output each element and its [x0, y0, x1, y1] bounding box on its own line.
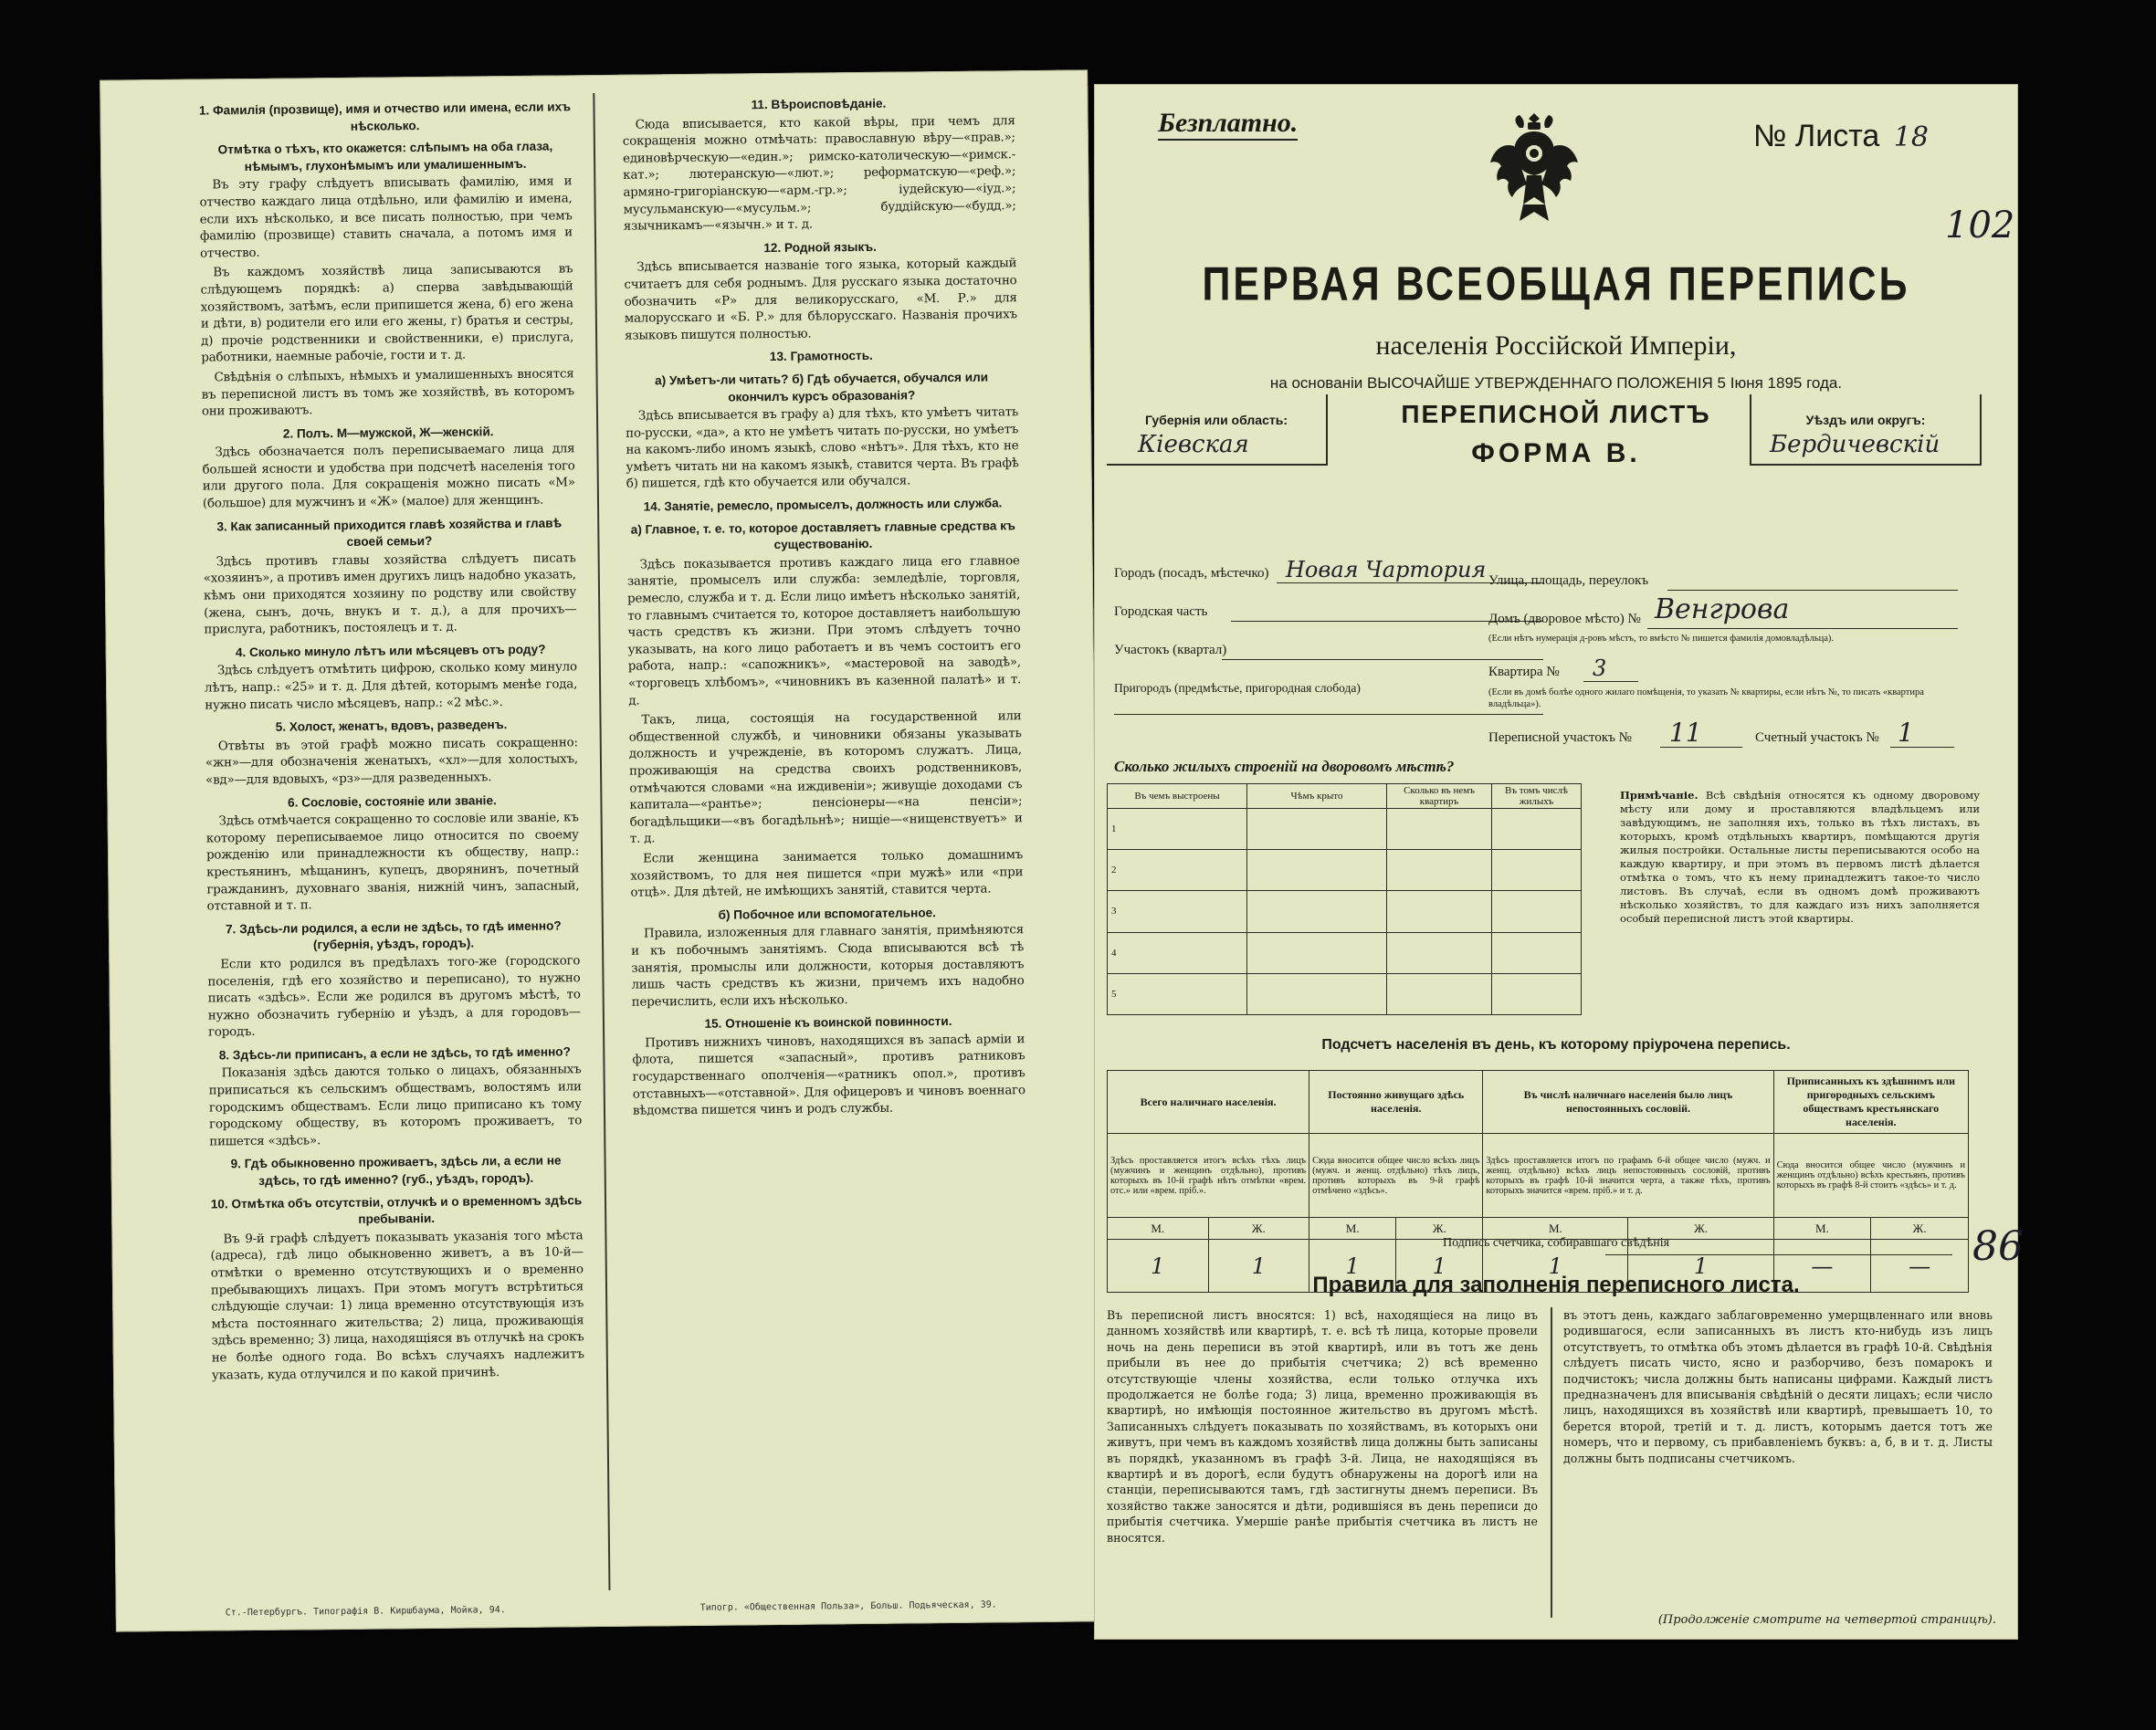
buildings-row-number: 4 — [1108, 932, 1247, 973]
instruction-heading: 14. Занятіе, ремесло, промыселъ, должность или служба. — [643, 496, 1003, 514]
instruction-heading: б) Побочное или вспомогательное. — [718, 905, 936, 922]
left-page — [100, 69, 1104, 1631]
uezd-box — [1750, 394, 1982, 466]
dom-value: Венгрова — [1655, 593, 1790, 625]
instruction-heading: 11. Вѣроисповѣданіе. — [751, 96, 887, 112]
kvartira-label: Квартира № — [1488, 665, 1560, 679]
instruction-heading: 5. Холост, женатъ, вдовъ, разведенъ. — [275, 718, 508, 734]
instruction-paragraph: Въ 9-й графѣ слѣдуетъ показывать указанія того мѣста (адреса), гдѣ лицо обыкновенно живетъ, а въ 10-й—отмѣтки о временно отсутствующихъ и о временно пребывающихъ лицахъ. При этомъ могутъ встрѣтиться слѣдующіе случаи: 1) лица временно отсутствующія изъ мѣста постояннаго жительства; 2) лица, проживающія здѣсь временно; 3) лица, находящіяся въ отлучкѣ на срокъ не болѣе одного года. Во всѣхъ случаяхъ надлежитъ указать, куда отлучился и по какой причинѣ. — [210, 1229, 584, 1383]
form-name: ПЕРЕПИСНОЙ ЛИСТЪ — [1401, 400, 1711, 428]
instruction-heading: 12. Родной языкъ. — [763, 239, 877, 255]
free-label: Безплатно. — [1158, 108, 1298, 141]
instruction-heading: 10. Отмѣтка объ отсутствіи, отлучкѣ и о временномъ здѣсь пребываніи. — [210, 1192, 583, 1227]
dom-line — [1647, 628, 1958, 629]
podschet-note: Сюда вносится общее число всѣхъ лицъ (мужч. и женщ. отдѣльно) тѣхъ лицъ, противъ которыхъ въ 9-й графѣ отмѣчено «здѣсь». — [1309, 1134, 1483, 1218]
buildings-question: Сколько жилыхъ строеній на дворовомъ мѣстѣ? — [1114, 758, 1455, 775]
printer-footer-left: Ст.-Петербургъ. Типографія В. Киршбаума, Мойка, 94. — [225, 1605, 506, 1619]
instruction-paragraph: Здѣсь вписывается въ графу а) для тѣхъ, кто умѣетъ читать по-русски, «да», а кто не умѣетъ читать по-русски, но умѣетъ на какомъ-либо иномъ языкѣ, слово «нѣтъ». Для тѣхъ, кто не умѣетъ читать ни на какомъ языкѣ, ставится черта. Въ графѣ б) пишется, гдѣ кто обучается или обучался. — [626, 405, 1019, 492]
ulitsa-label: Улица, площадь, переулокъ — [1488, 573, 1649, 588]
instruction-paragraph: Показанія здѣсь даются только о лицахъ, обязанныхъ приписаться къ сельскимъ обществамъ, волостямъ или городскимъ обществамъ. Если лицо приписано къ тому городскому обществу, въ которомъ проживаетъ, то пишется «здѣсь». — [208, 1063, 583, 1149]
buildings-header: Въ томъ числѣ жилыхъ — [1492, 784, 1582, 809]
rules-title: Правила для заполненія переписного листа. — [1312, 1273, 1800, 1297]
sex-label: М. — [1309, 1218, 1396, 1240]
sex-label: М. — [1483, 1218, 1628, 1240]
instruction-paragraph: Отвѣты въ этой графѣ можно писать сокращенно: «жн»—для обозначенія женатыхъ, «хл»—для холостыхъ, «вд»—для вдовыхъ, «рз»—для разведенныхъ. — [205, 736, 579, 788]
buildings-row-number: 3 — [1108, 891, 1247, 932]
kvartira-value: 3 — [1593, 655, 1607, 681]
podschet-header: Приписанныхъ къ здѣшнимъ или пригородныхъ сельскимъ обществамъ крестьянскаго населенія. — [1773, 1071, 1968, 1134]
instruction-heading: 8. Здѣсь-ли приписанъ, а если не здѣсь, то гдѣ именно? — [218, 1044, 571, 1063]
podschet-header: Всего наличнаго населенія. — [1108, 1071, 1309, 1134]
signature-label: Подпись счетчика, собиравшаго свѣдѣнія — [1442, 1236, 1670, 1250]
count-cell: 1 — [1483, 1240, 1628, 1293]
podschet-header: Въ числѣ наличнаго населенія было лицъ непостоянныхъ сословій. — [1483, 1071, 1773, 1134]
buildings-row-number: 1 — [1108, 809, 1247, 850]
buildings-header: Въ чемъ выстроены — [1108, 784, 1247, 809]
kvartira-line — [1583, 681, 1638, 682]
instruction-heading: а) Умѣетъ-ли читать? б) Гдѣ обучается, обучался или окончилъ курсъ образованія? — [655, 370, 989, 404]
instruction-heading: 13. Грамотность. — [769, 349, 873, 364]
rules-column-right: въ этотъ день, каждаго заблаговременно умерщвленнаго или вновь родившагося, если записанныхъ въ листъ кто-нибудь изъ лицъ отсутствуетъ, то отмѣтка объ этомъ дѣлается въ графѣ 10-й. Свѣдѣнія слѣдуетъ писать чисто, ясно и разборчиво, безъ помарокъ и подчистокъ; числа должны быть написаны цифрами. Каждый листъ предназначенъ для вписыванія свѣдѣній о десяти лицахъ; если число лицъ, находящихся въ хозяйствѣ или квартирѣ, превышаетъ 10, то берется второй, третій и т. д. листъ, которымъ дается тотъ же номеръ, что и первому, съ прибавленіемъ буквъ: а, б, в и т. д. Листы должны быть подписаны счетчикомъ. — [1563, 1308, 1993, 1465]
dom-label: Домъ (дворовое мѣсто) № — [1488, 612, 1641, 626]
instruction-heading: 2. Полъ. М—мужской, Ж—женскій. — [282, 424, 494, 441]
instruction-heading: а) Главное, т. е. то, которое доставляетъ главные средства къ существованію. — [630, 518, 1015, 552]
sex-label: Ж. — [1871, 1218, 1969, 1240]
buildings-header: Чѣмъ крыто — [1247, 784, 1387, 809]
podschet-table — [1107, 1070, 1969, 1293]
instruction-heading: Отмѣтка о тѣхъ, кто окажется: слѣпымъ на оба глаза, нѣмымъ, глухонѣмымъ или умалишеннымъ. — [217, 139, 553, 173]
column-divider — [593, 93, 610, 1590]
instruction-heading: 3. Как записанный приходится главѣ хозяйства и главѣ своей семьи? — [216, 516, 563, 550]
count-cell: 1 — [1208, 1240, 1309, 1293]
gubernia-label: Губернія или область: — [1144, 413, 1288, 427]
instructions-column-left — [198, 93, 586, 1594]
podschet-note: Здѣсь проставляется итогъ по графамъ 6-й общее число (мужч. и женщ. отдѣльно) всѣхъ лицъ непостоянныхъ сословій, противъ которыхъ въ графѣ 10-й значится черта, а также тѣхъ, противъ которыхъ значится «врем. пріб.» и т. д. — [1483, 1134, 1773, 1218]
rules-divider — [1551, 1307, 1552, 1618]
perepisnoy-uchastok-label: Переписной участокъ № — [1488, 730, 1632, 745]
sex-label: М. — [1773, 1218, 1871, 1240]
uezd-label: Уѣздъ или округъ: — [1805, 413, 1926, 427]
uezd-value: Бердичевскій — [1770, 431, 1940, 458]
form-type: ФОРМА В. — [1471, 438, 1641, 468]
list-number-value: 18 — [1893, 121, 1929, 153]
right-page — [1094, 84, 2024, 1640]
instruction-paragraph: Если женщина занимается только домашнимъ хозяйствомъ, то для нея пишется «при мужѣ» или «при отцѣ». Для дѣтей, не имѣющихъ занятій, ставится черта. — [630, 848, 1024, 900]
instruction-heading: 6. Сословіе, состояніе или званіе. — [288, 792, 497, 810]
instruction-heading: 9. Гдѣ обыкновенно проживаетъ, здѣсь ли, а если не здѣсь, то гдѣ именно? (губ., уѣздъ, городъ). — [230, 1153, 562, 1188]
imperial-eagle-icon — [1487, 110, 1582, 225]
schetny-uchastok-line — [1890, 747, 1954, 748]
schetny-uchastok-value: 1 — [1898, 718, 1914, 748]
instruction-paragraph: Здѣсь обозначается полъ переписываемаго лица для большей ясности и удобства при подсчетѣ населенія того или другого пола. Для сокращенія можно писать «М» (большое) для мужчинъ и «Ж» (малое) для женщинъ. — [202, 442, 575, 511]
gorod-label: Городъ (посадъ, мѣстечко) — [1114, 566, 1269, 581]
printer-footer-right: Типогр. «Общественная Польза», Больш. Подьяческая, 39. — [699, 1599, 997, 1613]
note-block — [1620, 789, 1980, 926]
podschet-note: Здѣсь проставляется итогъ всѣхъ тѣхъ лицъ (мужчинъ и женщинъ отдѣльно), противъ которыхъ въ 10-й графѣ нѣтъ отмѣтки «врем. отс.» или «врем. пріб.». — [1108, 1134, 1309, 1218]
sex-label: Ж. — [1208, 1218, 1309, 1240]
sex-label: М. — [1108, 1218, 1209, 1240]
rules-column-left: Въ переписной листъ вносятся: 1) всѣ, находящіеся на лицо въ данномъ хозяйствѣ или квартирѣ, т. е. всѣ тѣ лица, которые провели ночь на день переписи въ этой квартирѣ, или въ тотъ же день прибыли въ нее до прибытія счетчика; 2) всѣ временно отсутствующіе члены хозяйства, если только отлучка ихъ продолжается не болѣе года; 3) лица, временно проживающія въ квартирѣ, но имѣющія постоянное жительство въ другомъ мѣстѣ. Записанныхъ слѣдуетъ показывать по хозяйствамъ, въ которыхъ они живутъ, при чемъ въ каждомъ хозяйствѣ лица должны быть записаны въ порядкѣ, указанномъ въ графѣ 3-й. Лица, не находящіяся въ квартирѣ и въ дорогѣ, если будутъ обнаружены на дорогѣ или на станціи, переписываются тамъ, гдѣ застигнуты днемъ переписи. Въ хозяйство также заносятся и дѣти, родившіяся въ день переписи до прибытія счетчика. Умершіе ранѣе прибытія счетчика въ листъ не вносятся. — [1107, 1308, 1538, 1545]
instruction-paragraph: Въ эту графу слѣдуетъ вписывать фамилію, имя и отчество каждаго лица отдѣльно, или фамилію и имена, если ихъ нѣсколько, и все писать полностью, при чемъ фамилію (прозвище) ставить сначала, а потомъ имя и отчество. — [199, 174, 573, 261]
prigorod-line — [1114, 714, 1543, 715]
uchastok-line — [1222, 659, 1543, 660]
count-cell: 1 — [1108, 1240, 1209, 1293]
gubernia-value: Кіевская — [1138, 431, 1249, 458]
instruction-paragraph: Правила, изложенныя для главнаго занятія, примѣняются и къ побочнымъ занятіямъ. Сюда вписываются всѣ тѣ занятія, промыслы или должности, которыя доставляютъ лишь часть средствъ къ жизни, причемъ ихъ надобно перечислить, если ихъ нѣсколько. — [631, 923, 1025, 1010]
margin-number-2: 86 — [1972, 1223, 2024, 1270]
instruction-paragraph: Здѣсь отмѣчается сокращенно то сословіе или званіе, къ которому переписываемое лицо относится по своему рожденію или принадлежности къ обществу, напр.: крестьянинъ, мѣщанинъ, купецъ, дворянинъ, почетный гражданинъ, духовнаго званія, нижній чинъ, запасный, отставной и т. п. — [205, 811, 580, 914]
count-cell: 1 — [1309, 1240, 1396, 1293]
dom-note: (Если нѣтъ нумерація д-ровъ мѣстъ, то вмѣсто № пишется фамилія домовладѣльца). — [1488, 634, 1835, 644]
instruction-heading: 1. Фамилія (прозвище), имя и отчество или имена, если ихъ нѣсколько. — [198, 100, 572, 133]
instruction-paragraph: Въ каждомъ хозяйствѣ лица записываются въ слѣдующемъ порядкѣ: а) сперва завѣдывающій хозяйствомъ, затѣмъ, если припишется жена, б) его жена и дѣти, в) родители его или его жены, г) братья и сестры, д) прочіе родственники и свойственники, е) прислуга, работники, наемные рабочіе, гости и т. д. — [200, 262, 574, 365]
perepisnoy-uchastok-value: 11 — [1669, 718, 1702, 748]
uchastok-label: Участокъ (квартал) — [1114, 643, 1227, 657]
gorod-value: Новая Чартория — [1286, 557, 1487, 582]
list-number-label: № Листа — [1753, 119, 1880, 153]
instruction-paragraph: Здѣсь слѣдуетъ отмѣтить цифрою, сколько кому минуло лѣтъ, напр.: «25» и т. д. Для дѣтей, которымъ менѣе года, нужно писать число мѣсяцевъ, напр.: «2 мѣс.». — [205, 660, 578, 713]
margin-number: 102 — [1945, 204, 2015, 246]
count-cell: — — [1773, 1240, 1871, 1293]
podschet-note: Сюда вносится общее число (мужчинъ и женщинъ отдѣльно) всѣхъ крестьянъ, противъ которыхъ въ графѣ 8-й стоитъ «здѣсь» и т. д. — [1773, 1134, 1968, 1218]
instruction-paragraph: Здѣсь показывается противъ каждаго лица его главное занятіе, промыселъ или служба: земледѣліе, торговля, ремесло, служба и т. д. Если лицо имѣетъ нѣсколько занятій, то главнымъ считается то, которое доставляетъ наибольшую часть средствъ къ жизни. При этомъ слѣдуетъ точно указывать, на кого лицо работаетъ и въ чемъ состоитъ его работа, напр.: «сапожникъ», «мастеровой на заводѣ», «торговецъ хлѣбомъ», «чиновникъ въ казенной палатѣ» и т. д. — [626, 554, 1022, 708]
instruction-paragraph: Такъ, лица, состоящія на государственной или общественной службѣ, и чиновники обязаны указывать должность и учрежденіе, въ которомъ служатъ. Лица, проживающія на средства своихъ родственниковъ, отмѣчаются словами «на иждивеніи»; живущіе доходами съ капитала—«рантье»; пенсіонеры—«на пенсіи»; богадѣльщики—«въ богадѣльнѣ»; нищіе—«нищенствуетъ» и т. д. — [628, 709, 1023, 847]
census-subtitle: населенія Россійской Имперіи, — [1375, 330, 1737, 361]
podschet-header: Постоянно живущаго здѣсь населенія. — [1309, 1071, 1483, 1134]
instruction-paragraph: Сюда вписывается, кто какой вѣры, при чемъ для сокращенія можно отмѣчать: православную вѣру—«прав.»; единовѣрческую—«един.»; римско-католическую—«римск.-кат.»; лютеранскую—«лют.»; реформатскую—«реф.»; армяно-григоріанскую—«арм.-гр.»; іудейскую—«іуд.»; мусульманскую—«мусульм.»; буддійскую—«будд.»; язычникамъ—«язычн.» и т. д. — [622, 113, 1016, 234]
sex-label: Ж. — [1628, 1218, 1773, 1240]
instruction-paragraph: Свѣдѣнія о слѣпыхъ, нѣмыхъ и умалишенныхъ вносятся въ переписной листъ въ томъ же хозяйствѣ, въ которомъ они проживаютъ. — [201, 367, 574, 419]
buildings-table — [1107, 783, 1582, 1015]
gorodskaya-chast-label: Городская часть — [1114, 604, 1208, 619]
census-title: ПЕРВАЯ ВСЕОБЩАЯ ПЕРЕПИСЬ — [1202, 258, 1910, 311]
instruction-paragraph: Здѣсь вписывается названіе того языка, который каждый считаетъ для себя роднымъ. Для русскаго языка достаточно обозначить «Р» для великорусскаго, «М. Р.» для малорусскаго и «Б. Р.» для бѣлорусскаго. Названія прочихъ языковъ пишутся полностью. — [624, 257, 1017, 343]
basis-line: на основаніи ВЫСОЧАЙШЕ УТВЕРЖДЕННАГО ПОЛОЖЕНІЯ 5 Іюня 1895 года. — [1269, 374, 1843, 392]
note-text: Всѣ свѣдѣнія относятся къ одному дворовому мѣсту или дому и проставляются владѣльцемъ или завѣдующимъ, не заполняя ихъ, только въ тѣхъ листахъ, въ которыхъ, кромѣ отдѣльныхъ квартиръ, помѣщаются другія жилыя постройки. Остальные листы переписываются особо на каждую квартиру, и при этомъ въ первомъ листѣ дѣлается отмѣтка о томъ, что къ нему принадлежитъ такое-то число листовъ. Въ случаѣ, если въ одномъ домѣ проживаютъ нѣсколько хозяйствъ, то для каждаго изъ нихъ заполняется особый переписной листъ этой квартиры. — [1620, 789, 1980, 925]
instructions-column-right — [622, 89, 1030, 1589]
sex-label: Ж. — [1396, 1218, 1483, 1240]
count-cell: 1 — [1628, 1240, 1773, 1293]
perepisnoy-uchastok-line — [1660, 747, 1742, 748]
signature-line — [1605, 1254, 1952, 1255]
instruction-paragraph: Противъ нижнихъ чиновъ, находящихся въ запасѣ арміи и флота, пишется «запасный», противъ ратниковъ государственнаго ополченія—«ратникъ опол.», противъ отставныхъ—«отставной». Для офицеровъ и чиновъ военнаго вѣдомства пишется чинъ и родъ службы. — [632, 1033, 1025, 1118]
note-title: Примѣчаніе. — [1620, 789, 1699, 802]
continuation-note: (Продолженіе смотрите на четвертой страницѣ). — [1657, 1613, 1996, 1627]
list-number — [1753, 119, 1929, 154]
instruction-paragraph: Если кто родился въ предѣлахъ того-же (городского поселенія, гдѣ его хозяйство и переписано), то нужно писать «здѣсь». Если же родился въ другомъ мѣстѣ, то нужно обозначить губернію и уѣздъ, а для городовъ—городъ. — [207, 954, 581, 1040]
instruction-heading: 15. Отношеніе къ воинской повинности. — [704, 1014, 952, 1032]
buildings-row-number: 5 — [1108, 973, 1247, 1014]
count-cell: — — [1871, 1240, 1969, 1293]
kvartira-note: (Если въ домѣ болѣе одного жилаго помѣщенія, то указать № квартиры, если нѣтъ №, то писать «квартира владѣльца»). — [1488, 687, 1924, 709]
instruction-paragraph: Здѣсь противъ главы хозяйства слѣдуетъ писать «хозяинъ», а противъ имен другихъ лицъ надобно указать, кѣмъ они приходятся хозяину по родству или свойству (жена, сынъ, дочь, внукъ и т. д.), а для прочихъ—прислуга, работникъ, постоялецъ и т. д. — [203, 551, 577, 637]
prigorod-label: Пригородъ (предмѣстье, пригородная слобода) — [1114, 681, 1361, 695]
instruction-heading: 7. Здѣсь-ли родился, а если не здѣсь, то гдѣ именно? (губернія, уѣздъ, городъ). — [225, 918, 562, 952]
count-cell: 1 — [1396, 1240, 1483, 1293]
schetny-uchastok-label: Счетный участокъ № — [1755, 730, 1879, 745]
buildings-header: Сколько въ немъ квартиръ — [1387, 784, 1492, 809]
buildings-row-number: 2 — [1108, 850, 1247, 891]
instruction-heading: 4. Сколько минуло лѣтъ или мѣсяцевъ отъ роду? — [235, 642, 546, 660]
podschet-title: Подсчетъ населенія въ день, къ которому пріурочена перепись. — [1321, 1037, 1791, 1053]
ulitsa-line — [1667, 590, 1958, 591]
